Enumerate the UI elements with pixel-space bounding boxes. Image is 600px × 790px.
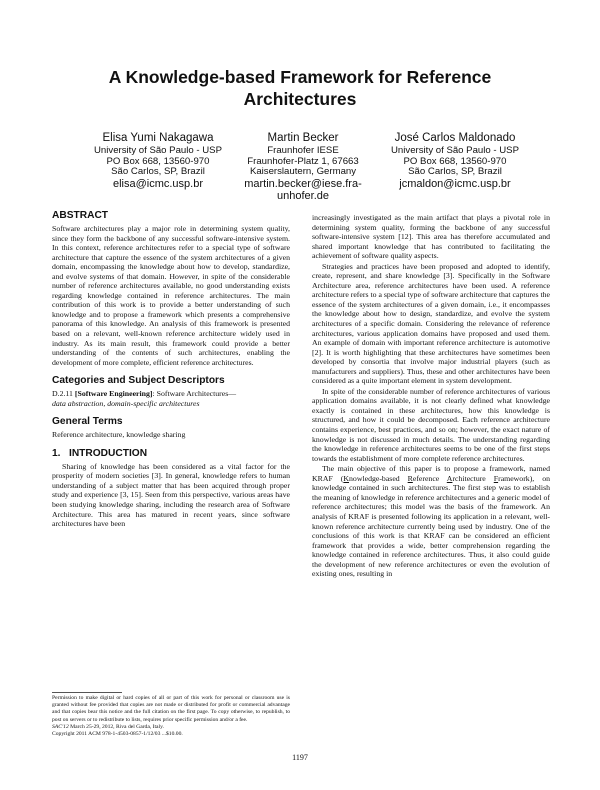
venue-details: March 25-29, 2012, Riva del Garda, Italy. [68,723,164,730]
author-name: José Carlos Maldonado [394,132,516,144]
general-terms-heading: General Terms [52,416,123,428]
introduction-text: Sharing of knowledge has been considered as a vital factor for the prosperity of modern societies [3]. In general, knowledge refers to human understanding of a subject matter that has been acquired through proper study and experience [3, 15]. Seen from this perspective, various areas have been studying knowledge sharing, including the research area of Software Architecture. This area has matured in recent years, since software architectures have been [52,461,290,529]
venue-line [52,724,290,731]
category-italic: data abstraction, domain-specific architectures [52,398,200,408]
acronym-a: A [446,473,453,483]
paper-title [40,66,560,110]
p4-part-a: The main objective of this paper is to propose a framework, named KRAF ( [312,464,550,483]
abstract-heading: ABSTRACT [52,210,109,221]
right-paragraph-2: Strategies and practices have been proposed and adopted to identify, create, represent, and share knowledge [3]. Specifically in the Software Architecture area, reference architectures have been used. A reference architecture refers to a special type of software architecture that captures the essence of the system architectures of a given domain, i.e., it encompasses the knowledge about how to design, standardize, and evolve the system architectures of a specific domain. Considering the relevance of reference architectures, various application domains have proposed and used them. An example of domain with important reference architecture is automotive [2]. It is worth highlighting that these architectures have sometimes been developed by consortia that involve major industrial players (such as manufacturers and suppliers). Thus, these and other architectures have been considered as a quite important element in system development. [312,261,550,386]
copyright-line: Copyright 2011 ACM 978-1-4503-0857-1/12/03 ...$10.00. [52,731,183,738]
author-address: Fraunhofer-Platz 1, 67663 [247,155,359,167]
category-rest: : Software Architectures— [152,389,237,399]
acronym-f: F [493,473,499,483]
author-email[interactable]: elisa@icmc.usp.br [112,177,204,190]
categories-heading: Categories and Subject Descriptors [52,375,225,387]
acronym-r: R [407,473,413,483]
p4-part-c: eference [412,473,447,483]
author-block-1 [78,131,238,190]
footnote-separator [52,692,122,693]
p4-part-b: nowledge-based [349,473,408,483]
page-number: 1197 [292,753,308,762]
right-column [312,213,550,579]
author-city: São Carlos, SP, Brazil [408,166,502,178]
permission-text: Permission to make digital or hard copies of all or part of this work for personal or classroom use is granted without fee provided that copies are not made or distributed for profit or commercial advantage and that copies bear this notice and the full citation on the first page. To copy otherwise, to republish, to post on servers or to redistribute to lists, requires prior specific permission and/or a fee. [52,695,290,723]
author-email[interactable]: jcmaldon@icmc.usp.br [399,177,511,190]
right-paragraph-4 [312,464,550,579]
author-block-2 [228,131,378,202]
author-city: São Carlos, SP, Brazil [111,166,205,178]
author-email-continued[interactable]: unhofer.de [277,189,329,202]
author-address: PO Box 668, 13560-970 [106,155,210,167]
author-address: PO Box 668, 13560-970 [403,155,507,167]
venue-name: SAC'12 [52,723,69,730]
right-paragraph-1: increasingly investigated as the main artifact that plays a pivotal role in determining system quality, forming the backbone of any successful software-intensive system [12]. This area has therefore accumulated and shared important knowledge that has contributed to facilitating the achievement of software quality aspects. [312,213,550,261]
author-affiliation: University of São Paulo - USP [391,145,519,156]
p4-part-d: rchitecture [452,473,494,483]
author-name: Martin Becker [267,132,339,144]
introduction-heading: 1. INTRODUCTION [52,447,148,459]
author-name: Elisa Yumi Nakagawa [102,132,214,144]
category-bold: [Software Engineering] [74,389,153,399]
general-terms-text: Reference architecture, knowledge sharing [52,430,186,440]
right-paragraph-3: In spite of the considerable number of reference architectures of various application domains available, it is not clearly defined what knowledge exactly is contained in these architectures, how this knowledge is structured, and how it could be decomposed. Each reference architecture contains experience, best practices, and so on; however, the exact nature of knowledge is not discussed in much details. The understanding regarding the knowledge in reference architectures seems to be one of the first steps towards the establishment of more complete reference architectures. [312,386,550,463]
category-code: D.2.11 [52,389,75,399]
categories-text [52,389,290,408]
p4-part-e: ramework), on knowledge contained in such architectures. The first step was to establish the meaning of knowledge in reference architectures and a generic model of reference architectures; this model was the basis of the framework. An analysis of KRAF is presented following its application in a relevant, well-known reference architecture currently being used by industry. One of the conclusions of this work is that KRAF can be considered an efficient framework that provides a wide, better comprehension regarding the knowledge contained in reference architectures. Thus, it also could guide the development of new reference architectures or even the evolution of existing ones, resulting in [312,473,551,579]
title-line-2: Architectures [243,89,357,109]
title-line-1: A Knowledge-based Framework for Reference [108,67,492,87]
author-city: Kaiserslautern, Germany [249,166,357,178]
author-affiliation: University of São Paulo - USP [94,145,222,156]
author-affiliation: Fraunhofer IESE [267,145,339,156]
author-block-3 [370,131,540,190]
copyright-footnote [52,692,290,738]
acronym-k: K [343,473,350,483]
author-email[interactable]: martin.becker@iese.fra- [244,177,362,190]
left-column [52,210,290,529]
abstract-text: Software architectures play a major role in determining system quality, since they form the backbone of any successful software-intensive system. In this context, reference architectures refer to a special type of software architecture that capture the essence of the system architectures of a given domain, encompassing the knowledge about how to develop, standardize, and evolve systems of that domain. However, in spite of the considerable number of reference architectures available, no good understanding exists regarding knowledge contained in reference architectures. The main contribution of this work is to provide a better understanding of such knowledge and to propose a framework which presents a comprehensive panorama of this knowledge. An analysis of this framework is presented based on a relevant, well-known reference architecture widely used in industry. As its main result, this framework could provide a better understanding of the contents of such architectures, enabling the development of more complete, efficient reference architectures. [52,224,290,367]
